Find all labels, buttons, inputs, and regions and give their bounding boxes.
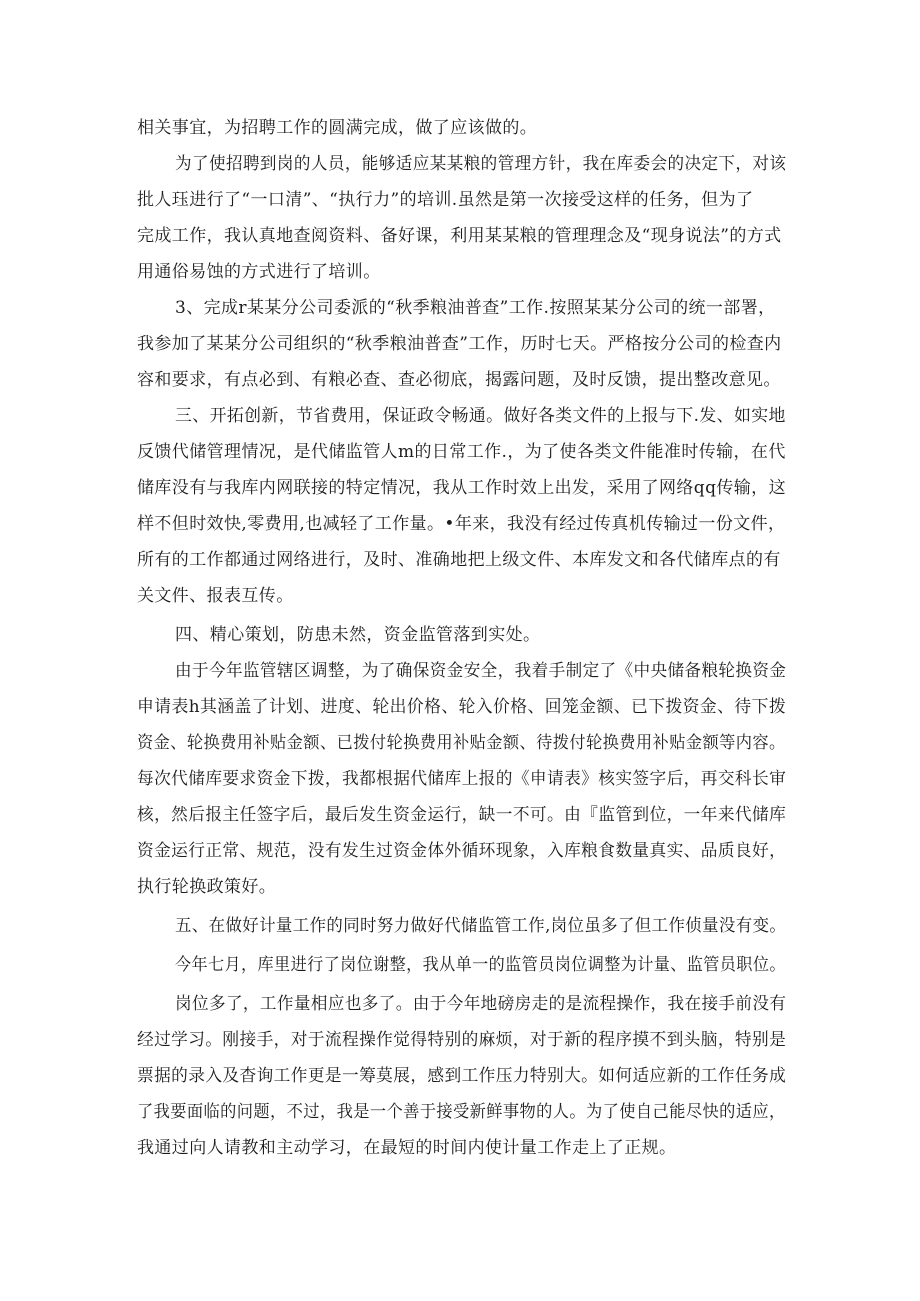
paragraph-line: 每次代储库要求资金下拨，我都根据代储库上报的《申请表》核实签字后，再交科长审 [137, 769, 787, 789]
paragraph-line: 所有的工作都通过网络进行，及时、准确地把上级文件、本库发文和各代储库点的有 [137, 550, 781, 570]
paragraph-line: 核，然后报主任签字后，最后发生资金运行，缺一不可。由『监管到位，一年来代储库 [137, 805, 787, 825]
paragraph-line: 票据的录入及杳询工作更是一筹莫展，感到工作压力特别大。如何适应新的工作任务成 [137, 1066, 787, 1086]
paragraph-line: 资金运行正常、规范，没有发生过资金体外循环现象，入库粮食数量真实、品质良好， [137, 841, 787, 861]
paragraph-line: 执行轮换政策好。 [137, 877, 277, 897]
paragraph-line: 我通过向人请教和主动学习，在最短的时间内使计量工作走上了正规。 [137, 1138, 677, 1158]
paragraph-line: 相关事宜，为招聘工作的圆满完成，做了应该做的。 [137, 118, 538, 138]
paragraph-line: 今年七月，库里进行了岗位谢整，我从单一的监管员岗位调整为计量、监管员职位。 [175, 955, 786, 975]
paragraph-line: 为了使招聘到岗的人员，能够适应某某粮的管理方针，我在库委会的决定下，对该 [175, 154, 787, 174]
paragraph-line: 申请表h其涵盖了计划、进度、轮出价格、轮入价格、回笼金额、已下拨资金、待下拨 [137, 697, 787, 717]
paragraph-line: 资金、轮换费用补贴金额、已拨付轮换费用补贴金额、待拨付轮换费用补贴金额等内容。 [137, 733, 786, 753]
paragraph-line: 反馈代储管理情况，是代储监管人m的日常工作.，为了使各类文件能准时传输，在代 [137, 442, 786, 462]
paragraph-line: 储库没有与我库内网联接的特定情况，我从工作时效上出发，采用了网络qq传输，这 [137, 478, 786, 498]
section-heading: 五、在做好计量工作的同时努力做好代储监管工作,岗位虽多了但工作侦量没有变。 [175, 916, 787, 936]
paragraph-line: 三、开拓创新，节省费用，保证政令畅通。做好各类文件的上报与下.发、如实地 [175, 406, 786, 426]
paragraph-line: 了我要面临的问题，不过，我是一个善于接受新鲜事物的人。为了使自己能尽快的适应， [137, 1102, 786, 1122]
paragraph-line: 样不但时效快,零费用,也减轻了工作量。•年来，我没有经过传真机传输过一份文件， [137, 514, 786, 534]
paragraph-line: 完成工作，我认真地查阅资料、备好课，利用某某粮的管理理念及“现身说法”的方式 [137, 226, 782, 246]
paragraph-line: 由于今年监管辖区调整，为了确保资金安全，我着手制定了《中央储备粮轮换资金 [175, 661, 787, 681]
paragraph-line: 经过学习。刚接手，对于流程操作觉得特别的麻烦，对于新的程序摸不到头脑，特别是 [137, 1030, 787, 1050]
paragraph-line: 关文件、报表互传。 [137, 586, 294, 606]
paragraph-line: 3、完成r某某分公司委派的“秋季粮油普查”工作.按照某某分公司的统一部署， [175, 298, 776, 318]
section-heading: 四、精心策划，防患未然，资金监管落到实处。 [175, 625, 541, 645]
paragraph-line: 批人珏进行了“一口清”、“执行力”的培训.虽然是第一次接受这样的任务，但为了 [137, 190, 754, 210]
paragraph-line: 用通俗易蚀的方式进行了培训。 [137, 262, 381, 282]
paragraph-line: 容和要求，有点必到、有粮必查、查必彻底，揭露问题，及时反馈，提出整改意见。 [137, 370, 781, 390]
paragraph-line: 岗位多了，工作量相应也多了。由于今年地磅房走的是流程操作，我在接手前没有 [175, 994, 787, 1014]
paragraph-line: 我参加了某某分公司组织的“秋季粮油普查”工作，历时七天。严格按分公司的检查内 [137, 334, 782, 354]
